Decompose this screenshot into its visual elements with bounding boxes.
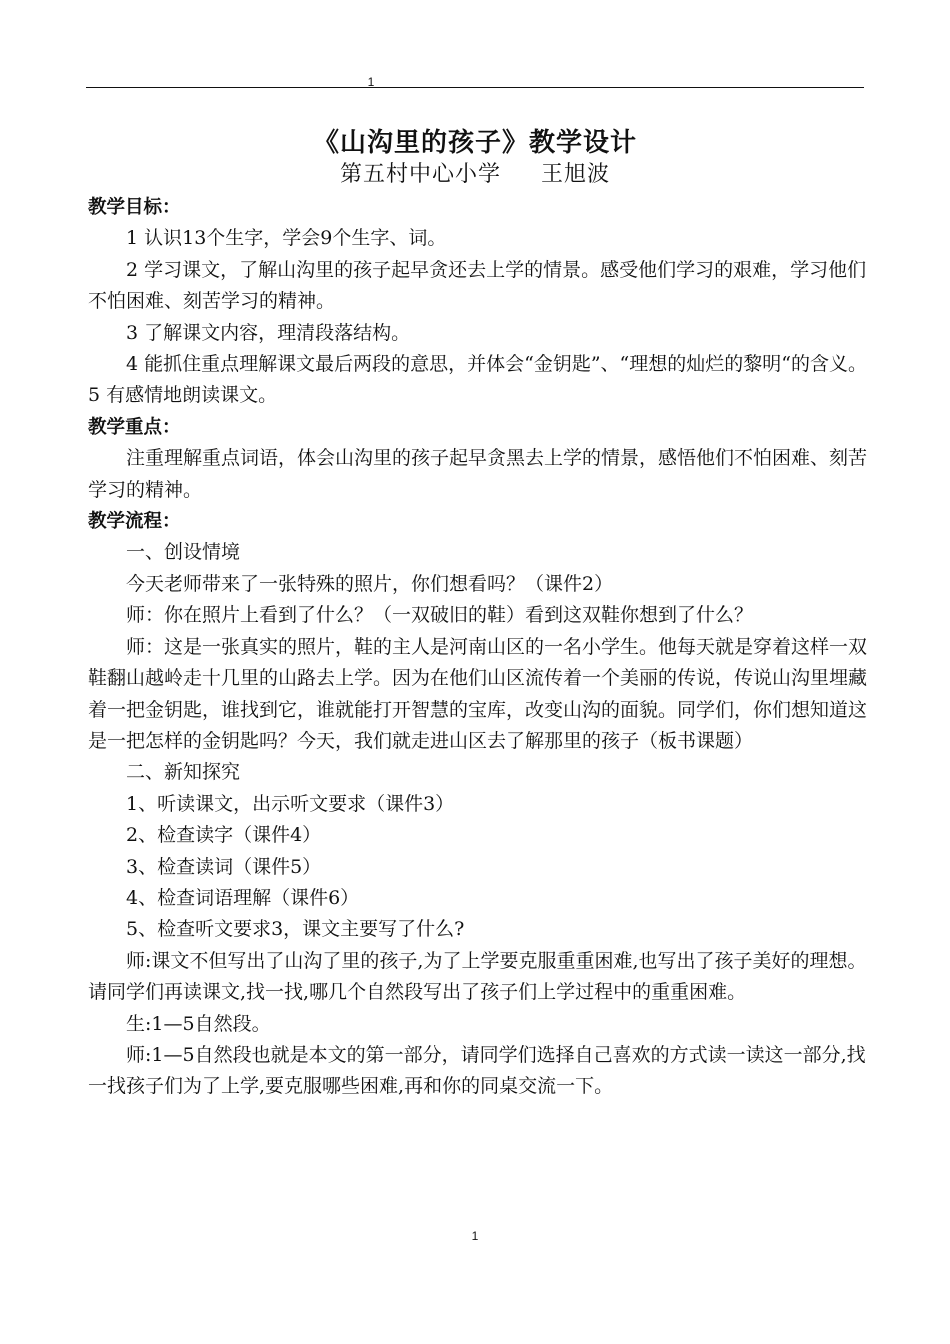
process-paragraph: 4、检查词语理解（课件6）	[126, 886, 360, 909]
school-name: 第五村中心小学	[339, 162, 501, 187]
process-paragraph: 今天老师带来了一张特殊的照片，你们想看吗？（课件2）	[126, 572, 614, 595]
document-subtitle	[0, 157, 950, 188]
process-paragraph: 师：这是一张真实的照片，鞋的主人是河南山区的一名小学生。他每天就是穿着这样一双鞋翻山越岭走十几里的山路去上学。因为在他们山区流传着一个美丽的传说，传说山沟里埋藏着一把金钥匙，谁找到它，谁就能打开智慧的宝库，改变山沟的面貌。同学们，你们想知道这是一把怎样的金钥匙吗？今天，我们就走进山区去了解那里的孩子（板书课题）	[88, 635, 868, 752]
process-paragraph: 1、听读课文，出示听文要求（课件3）	[126, 792, 455, 815]
footer-page-number: 1	[471, 1229, 479, 1243]
process-paragraph: 3、检查读词（课件5）	[126, 855, 322, 878]
objective-item: 2 学习课文，了解山沟里的孩子起早贪还去上学的情景。感受他们学习的艰难，学习他们不怕困难、刻苦学习的精神。	[88, 258, 867, 313]
process-paragraph: 师:课文不但写出了山沟了里的孩子,为了上学要克服重重困难,也写出了孩子美好的理想。请同学们再读课文,找一找,哪几个自然段写出了孩子们上学过程中的重重困难。	[88, 949, 867, 1004]
objective-item: 1 认识13个生字，学会9个生字、词。	[126, 227, 447, 250]
focus-heading: 教学重点：	[88, 416, 181, 438]
process-paragraph: 师：你在照片上看到了什么？（一双破旧的鞋）看到这双鞋你想到了什么？	[126, 604, 754, 627]
document-title: 《山沟里的孩子》教学设计	[312, 128, 637, 158]
header-rule	[86, 87, 864, 88]
process-paragraph: 师:1—5自然段也就是本文的第一部分，请同学们选择自己喜欢的方式读一读这一部分,找一找孩子们为了上学,要克服哪些困难,再和你的同桌交流一下。	[88, 1043, 866, 1098]
document-body	[88, 192, 868, 1103]
author-name: 王旭波	[541, 162, 611, 187]
objective-item: 5 有感情地朗读课文。	[88, 384, 278, 407]
objective-item: 4 能抓住重点理解课文最后两段的意思，并体会“金钥匙”、“理想的灿烂的黎明“的含义。	[126, 353, 867, 376]
objective-item: 3 了解课文内容，理清段落结构。	[126, 321, 411, 344]
header-page-number: 1	[367, 75, 375, 89]
process-paragraph: 5、检查听文要求3，课文主要写了什么?	[126, 918, 465, 941]
process-paragraph: 一、创设情境	[126, 541, 241, 564]
objectives-heading: 教学目标：	[88, 197, 181, 218]
process-heading: 教学流程：	[88, 511, 181, 533]
process-paragraph: 二、新知探究	[126, 761, 241, 784]
process-paragraph: 2、检查读字（课件4）	[126, 824, 322, 847]
focus-text: 注重理解重点词语，体会山沟里的孩子起早贪黑去上学的情景，感悟他们不怕困难、刻苦学习的精神。	[88, 447, 868, 501]
process-paragraph: 生:1—5自然段。	[126, 1012, 271, 1035]
